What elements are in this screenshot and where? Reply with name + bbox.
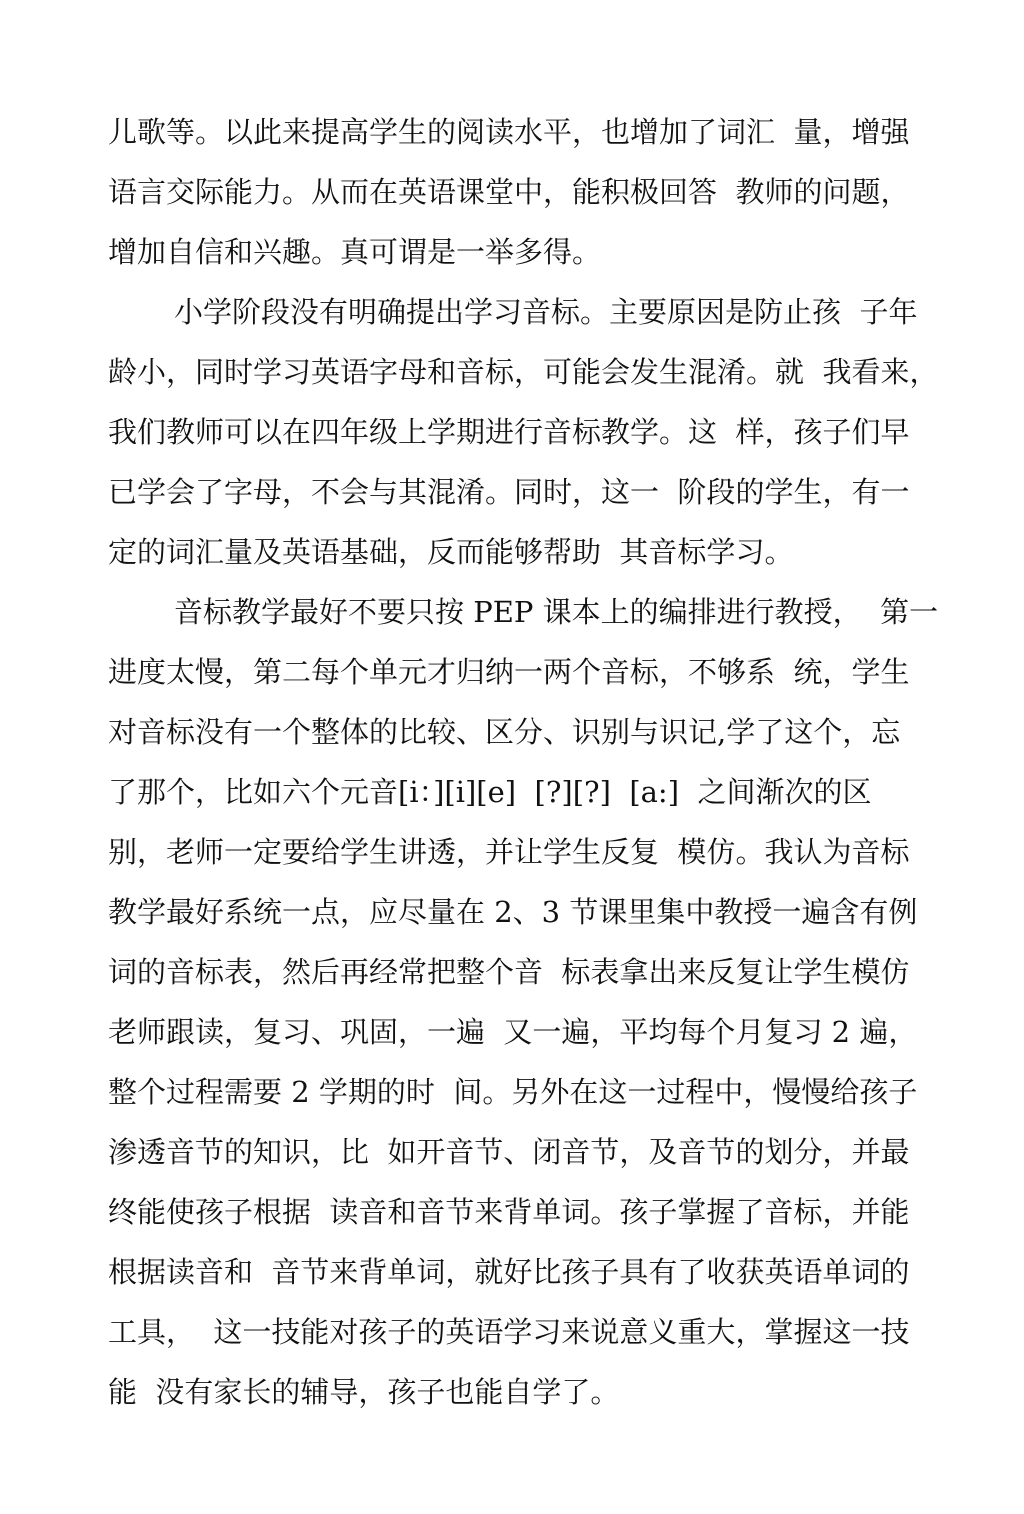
text-line: 定的词汇量及英语基础，反而能够帮助 其音标学习。 <box>108 535 794 569</box>
text-line: 儿歌等。以此来提高学生的阅读水平，也增加了词汇 量，增强 <box>108 115 910 149</box>
paragraph-start-line: 小学阶段没有明确提出学习音标。主要原因是防止孩 子年 <box>174 295 918 329</box>
text-line: 已学会了字母，不会与其混淆。同时，这一 阶段的学生，有一 <box>108 475 910 509</box>
text-line: 对音标没有一个整体的比较、区分、识别与识记,学了这个，忘 <box>108 715 901 749</box>
text-line: 整个过程需要 2 学期的时 间。另外在这一过程中，慢慢给孩子 <box>108 1075 918 1109</box>
text-line: 语言交际能力。从而在英语课堂中，能积极回答 教师的问题， <box>108 175 910 209</box>
text-line: 进度太慢，第二每个单元才归纳一两个音标，不够系 统，学生 <box>108 655 910 689</box>
text-line: 渗透音节的知识，比 如开音节、闭音节，及音节的划分，并最 <box>108 1135 910 1169</box>
text-line: 根据读音和 音节来背单词，就好比孩子具有了收获英语单词的 <box>108 1255 910 1289</box>
text-line: 老师跟读，复习、巩固，一遍 又一遍，平均每个月复习 2 遍， <box>108 1015 918 1049</box>
text-line: 增加自信和兴趣。真可谓是一举多得。 <box>108 235 602 269</box>
text-line: 别，老师一定要给学生讲透，并让学生反复 模仿。我认为音标 <box>108 835 910 869</box>
text-line: 教学最好系统一点，应尽量在 2、3 节课里集中教授一遍含有例 <box>108 895 918 929</box>
text-line: 能 没有家长的辅导，孩子也能自学了。 <box>108 1375 620 1409</box>
text-line: 词的音标表，然后再经常把整个音 标表拿出来反复让学生模仿 <box>108 955 910 989</box>
text-line: 我们教师可以在四年级上学期进行音标教学。这 样，孩子们早 <box>108 415 910 449</box>
text-line: 终能使孩子根据 读音和音节来背单词。孩子掌握了音标，并能 <box>108 1195 910 1229</box>
text-line: 工具， 这一技能对孩子的英语学习来说意义重大，掌握这一技 <box>108 1315 910 1349</box>
text-line: 龄小，同时学习英语字母和音标，可能会发生混淆。就 我看来， <box>108 355 939 389</box>
paragraph-start-line: 音标教学最好不要只按 PEP 课本上的编排进行教授， 第一 <box>174 595 939 629</box>
text-line: 了那个，比如六个元音[i：][i][e] [?][?] [a:] 之间渐次的区 <box>108 775 872 809</box>
